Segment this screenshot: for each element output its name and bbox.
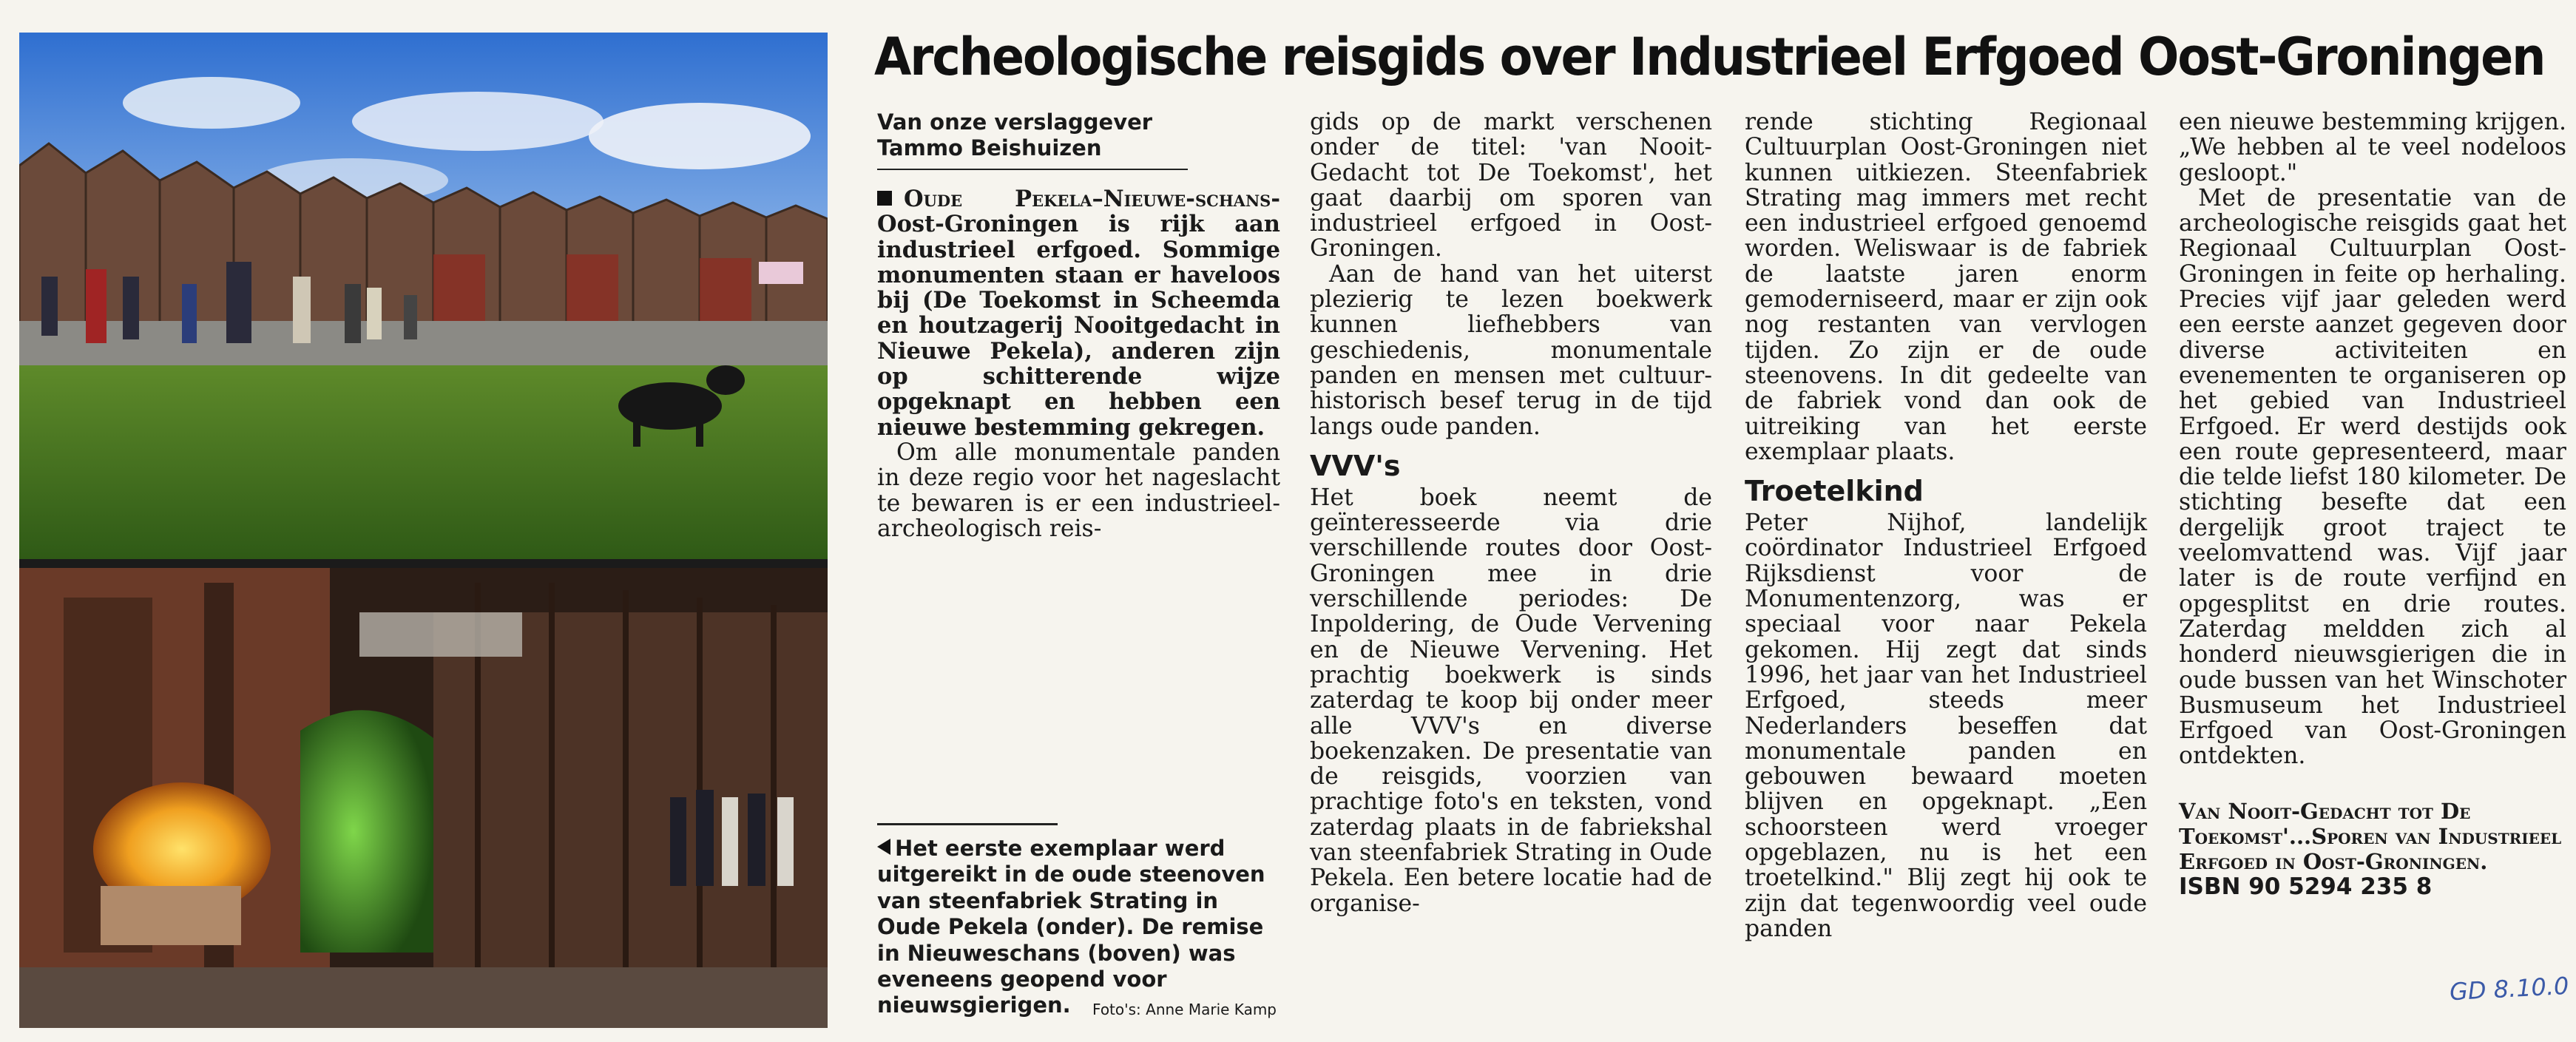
photo-remise-nieuweschans — [19, 33, 828, 559]
column-2-paragraph-1: gids op de markt verschenen onder de titel: 'van Nooit-Gedacht tot De Toekomst', het gaat daarbij om sporen van industrieel erfgoed in Oost-Groningen. — [1310, 109, 1712, 263]
column-2-paragraph-3: Het boek neemt de geïnteresseerde via drie verschillende routes door Oost-Groningen mee in drie verschillende periodes: De Inpoldering, de Oude Vervening en de Nieuwe Vervening. Het prachtig boekwerk is sinds zaterdag te koop bij onder meer alle VVV's en diverse boekenzaken. De presentatie van de reisgids, voorzien van prachtige foto's en teksten, vond zaterdag plaats in de fabriekshal van steenfabriek Strating in Oude Pekela. Een betere locatie had de organise- — [1310, 484, 1712, 917]
byline-author: Tammo Beishuizen — [877, 135, 1102, 160]
photo-credit: Foto's: Anne Marie Kamp — [1092, 1001, 1277, 1019]
caption-text: Het eerste exemplaar werd uitgereikt in de oude steenoven van steenfabriek Strating in Oude Pekela (onder). De remise in Nieuweschans (boven) was eveneens geopend voor nieuwsgierigen. — [877, 836, 1265, 1018]
caption-rule — [877, 823, 1058, 825]
lead-paragraph — [877, 186, 1280, 440]
column-2 — [1310, 109, 1712, 916]
byline-line1: Van onze verslaggever — [877, 109, 1153, 135]
book-info — [2179, 799, 2566, 874]
headline: Archeologische reisgids over Industrieel Erfgoed Oost-Groningen — [874, 27, 2545, 87]
column-4-paragraph-2: Met de presentatie van de archeologische reisgids gaat het Regionaal Cultuurplan Oost-Groningen in feite op herhaling. Precies vijf jaar geleden werd een eerste aanzet gegeven door diverse activiteiten en evenementen te organiseren op het gebied van Industrieel Erfgoed. Er werd destijds ook een route gepresenteerd, maar die telde liefst 180 kilometer. De stichting besefte dat een dergelijk groot traject te veelomvattend was. Vijf jaar later is de route verfijnd en opgesplitst en drie routes. Zaterdag meldden zich al honderd nieuwsgierigen die in oude bussen van het Winschoter Busmuseum het Industrieel Erfgoed van Oost-Groningen ontdekten. — [2179, 184, 2566, 770]
lead-text: Oost-Groningen is rijk aan industrieel erfgoed. Sommige monumenten staan er haveloos bij (De Toekomst in Scheemda en houtzagerij Nooitgedacht in Nieuwe Pekela), anderen zijn op schitterende wijze opgeknapt en hebben een nieuwe bestemming gekregen. — [877, 211, 1280, 441]
photo-steenoven-strating — [19, 568, 828, 1028]
column-3-paragraph-2: Peter Nijhof, landelijk coördinator Industrieel Erfgoed Rijksdienst voor de Monumentenzorg, was er speciaal voor naar Pekela gekomen. Hij zegt dat sinds 1996, het jaar van het Industrieel Erfgoed, steeds meer Nederlanders beseffen dat monumentale panden en gebouwen bewaard moeten blijven en opgeknapt. „Een schoorsteen werd vroeger opgeblazen, nu is het een troetelkind." Blij zegt hij ook te zijn dat tegenwoordig veel oude panden — [1745, 510, 2147, 942]
column-2-paragraph-2: Aan de hand van het uiterst plezierig te lezen boekwerk kunnen liefhebbers van geschiedenis, monumentale panden en mensen met cultuur-historisch besef terug in de tijd langs oude panden. — [1310, 260, 1712, 440]
column-4-paragraph-1: een nieuwe bestemming krijgen. „We hebben al te veel nodeloos gesloopt." — [2179, 109, 2566, 186]
byline — [877, 109, 1188, 170]
handwritten-date-note: GD 8.10.0 — [2449, 971, 2570, 1007]
subheading-vvvs: VVV's — [1310, 449, 1401, 482]
dateline: Oude Pekela–Nieuwe-schans- — [904, 186, 1280, 212]
bullet-square-icon — [877, 191, 892, 206]
isbn: ISBN 90 5294 235 8 — [2179, 873, 2433, 900]
column-4 — [2179, 109, 2566, 899]
book-title: Van Nooit-Gedacht tot De Toekomst'...Sporen van Industrieel Erfgoed in Oost-Groningen. — [2179, 798, 2562, 874]
photo-caption — [877, 836, 1277, 1024]
caption-arrow-icon — [877, 839, 890, 855]
column-3-paragraph-1: rende stichting Regionaal Cultuurplan Oost-Groningen niet kunnen uitkiezen. Steenfabriek Strating mag immers met recht een industrieel erfgoed genoemd worden. Weliswaar is de fabriek de laatste jaren enorm gemoderniseerd, maar er zijn ook nog restanten van vervlogen tijden. Zo zijn er de oude steenovens. In dit gedeelte van de fabriek vond dan ook de uitreiking van het eerste exemplaar plaats. — [1745, 109, 2147, 465]
column-1-paragraph: Om alle monumentale panden in deze regio voor het nageslacht te bewaren is er een industrieel-archeologisch reis- — [877, 439, 1280, 542]
subheading-troetelkind: Troetelkind — [1745, 475, 1924, 508]
column-1 — [877, 109, 1280, 541]
photo-divider — [19, 559, 828, 568]
column-3 — [1745, 109, 2147, 941]
